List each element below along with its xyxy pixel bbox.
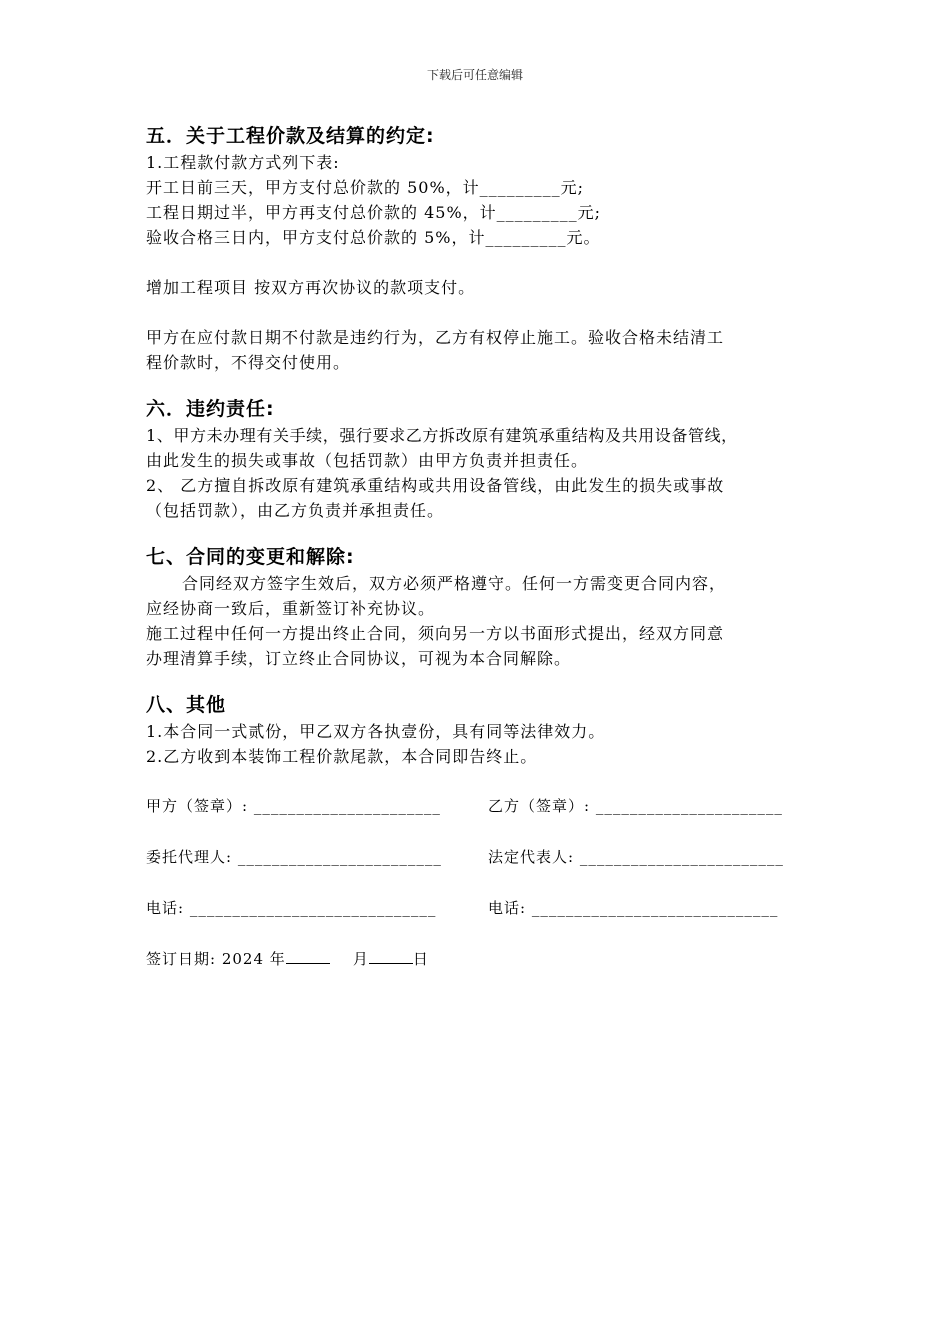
change-line: 应经协商一致后，重新签订补充协议。 bbox=[146, 599, 436, 618]
legal-rep-field[interactable]: 法定代表人: ________________________ bbox=[488, 848, 784, 866]
payment-line: 1.工程款付款方式列下表: bbox=[146, 153, 340, 172]
day-label: 日 bbox=[412, 950, 429, 968]
section-liability bbox=[146, 395, 816, 523]
liability-line: 1、甲方未办理有关手续，强行要求乙方拆改原有建筑承重结构及共用设备管线， bbox=[146, 426, 738, 445]
party-a-signature-field[interactable]: 甲方（签章）: ______________________ bbox=[146, 797, 441, 815]
signature-row bbox=[146, 897, 816, 948]
agent-field[interactable]: 委托代理人: ________________________ bbox=[146, 848, 442, 866]
liability-line: （包括罚款），由乙方负责并承担责任。 bbox=[146, 501, 445, 520]
other-line: 1.本合同一式贰份，甲乙双方各执壹份，具有同等法律效力。 bbox=[146, 722, 606, 741]
signature-block bbox=[146, 795, 816, 969]
payment-line: 工程日期过半，甲方再支付总价款的 45%，计_________元; bbox=[146, 203, 602, 222]
section-other bbox=[146, 691, 816, 769]
change-line: 施工过程中任何一方提出终止合同，须向另一方以书面形式提出，经双方同意 bbox=[146, 624, 725, 643]
party-b-signature-field[interactable]: 乙方（签章）: ______________________ bbox=[488, 797, 783, 815]
section-change-termination bbox=[146, 543, 816, 671]
day-blank[interactable] bbox=[369, 949, 413, 964]
month-blank[interactable] bbox=[286, 949, 330, 964]
late-payment-paragraph: 程价款时，不得交付使用。 bbox=[146, 353, 351, 372]
section-title-payment: 五．关于工程价款及结算的约定: bbox=[146, 125, 435, 147]
month-label: 月 bbox=[352, 950, 369, 968]
header-note: 下载后可任意编辑 bbox=[426, 68, 523, 82]
payment-line: 验收合格三日内，甲方支付总价款的 5%，计_________元。 bbox=[146, 228, 601, 247]
liability-line: 由此发生的损失或事故（包括罚款）由甲方负责并担责任。 bbox=[146, 451, 589, 470]
signing-date bbox=[146, 948, 816, 969]
payment-line: 开工日前三天，甲方支付总价款的 50%，计_________元; bbox=[146, 178, 585, 197]
extra-items-paragraph: 增加工程项目 按双方再次协议的款项支付。 bbox=[146, 278, 476, 297]
other-line: 2.乙方收到本装饰工程价款尾款，本合同即告终止。 bbox=[146, 747, 538, 766]
change-line: 办理清算手续，订立终止合同协议，可视为本合同解除。 bbox=[146, 649, 572, 668]
section-title-other: 八、其他 bbox=[146, 694, 227, 716]
phone-a-field[interactable]: 电话: _____________________________ bbox=[146, 899, 437, 917]
phone-b-field[interactable]: 电话: _____________________________ bbox=[488, 899, 779, 917]
date-label: 签订日期: 2024 年 bbox=[146, 950, 286, 968]
signature-row bbox=[146, 846, 816, 897]
change-line: 合同经双方签字生效后，双方必须严格遵守。任何一方需变更合同内容， bbox=[182, 574, 727, 593]
contract-body bbox=[146, 122, 816, 969]
signature-row bbox=[146, 795, 816, 846]
section-title-change: 七、合同的变更和解除: bbox=[146, 546, 355, 568]
section-title-liability: 六．违约责任: bbox=[146, 398, 275, 420]
section-payment bbox=[146, 122, 816, 375]
liability-line: 2、 乙方擅自拆改原有建筑承重结构或共用设备管线，由此发生的损失或事故 bbox=[146, 476, 725, 495]
late-payment-paragraph: 甲方在应付款日期不付款是违约行为，乙方有权停止施工。验收合格未结清工 bbox=[146, 328, 725, 347]
